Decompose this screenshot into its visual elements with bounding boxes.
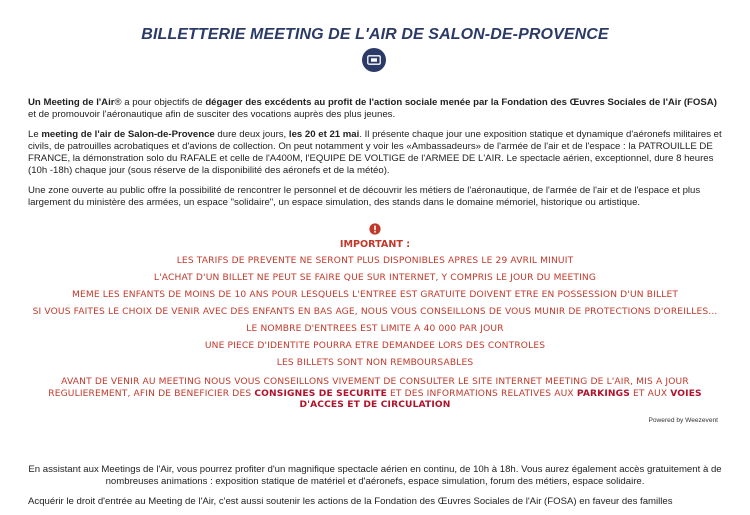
intro-bold: meeting de l'air de Salon-de-Provence bbox=[41, 128, 215, 140]
safety-instructions-link[interactable]: CONSIGNES DE SECURITE bbox=[254, 388, 387, 399]
warning-line: UNE PIECE D'IDENTITE POURRA ETRE DEMANDEE LORS DES CONTROLES bbox=[204, 341, 546, 351]
parkings-link[interactable]: PARKINGS bbox=[576, 388, 630, 399]
warning-final bbox=[28, 377, 722, 412]
intro-text: dure deux jours, bbox=[214, 128, 289, 140]
warning-text: ET AUX bbox=[629, 388, 671, 399]
page-title: BILLETTERIE MEETING DE L'AIR DE SALON-DE-PROVENCE bbox=[141, 26, 609, 43]
powered-by-link[interactable]: Powered by Weezevent bbox=[648, 417, 718, 424]
warning-line: LES TARIFS DE PREVENTE NE SERONT PLUS DISPONIBLES APRES LE 29 AVRIL MINUIT bbox=[176, 256, 574, 266]
outro-section bbox=[28, 464, 722, 515]
intro-text: Le bbox=[28, 128, 42, 140]
ticket-badge bbox=[362, 48, 386, 72]
intro-paragraph-3: Une zone ouverte au public offre la possibilité de rencontrer le personnel et de découvrir les métiers de l'aéronautique, de l'armée de l'air et de l'espace et plus largement du ministère des armées, un espace "solidaire", un espace simulation, des stands dans le domaine mémoriel, historique ou artistique. bbox=[28, 184, 701, 209]
warning-text: AVANT DE VENIR AU MEETING NOUS VOUS CONSEILLONS VIVEMENT DE CONSULTER LE SITE INTERNET MEETING DE L'AIR, MIS A JOUR REGULIEREMENT, AFIN DE BENEFICIER DES bbox=[48, 377, 689, 399]
intro-text: et de promouvoir l'aéronautique afin de susciter des vocations auprès des plus jeunes. bbox=[28, 109, 396, 121]
important-title: IMPORTANT : bbox=[339, 239, 411, 250]
warning-line: MEME LES ENFANTS DE MOINS DE 10 ANS POUR LESQUELS L'ENTREE EST GRATUITE DOIVENT ETRE EN POSSESSION D'UN BILLET bbox=[71, 290, 679, 300]
alert-icon bbox=[369, 223, 381, 235]
intro-paragraph-1 bbox=[28, 97, 722, 122]
outro-paragraph-1: En assistant aux Meetings de l'Air, vous pourrez profiter d'un magnifique spectacle aérien en continu, de 10h à 18h. Vous aurez également accès gratuitement à de nombreuses animations : exposition statique de matériel et d'aéronefs, espace simulation, forum des métiers, espace solidaire. bbox=[28, 464, 722, 488]
outro-paragraph-2: Acquérir le droit d'entrée au Meeting de l'Air, c'est aussi soutenir les actions de la Fondation des Œuvres Sociales de l'Air (FOSA) en faveur des familles bbox=[28, 495, 673, 507]
intro-paragraph-2 bbox=[28, 129, 722, 178]
intro-text: ® a pour objectifs de bbox=[114, 97, 206, 108]
warning-line: L'ACHAT D'UN BILLET NE PEUT SE FAIRE QUE SUR INTERNET, Y COMPRIS LE JOUR DU MEETING bbox=[153, 273, 597, 283]
intro-bold: Un Meeting de l'Air bbox=[28, 97, 115, 108]
intro-section bbox=[28, 97, 722, 216]
warning-line: LES BILLETS SONT NON REMBOURSABLES bbox=[276, 358, 474, 368]
ticket-icon bbox=[367, 55, 381, 65]
intro-text: . Il présente chaque jour une exposition statique et dynamique d'aéronefs militaires et civils, de patrouilles acrobatiques et d'avions de collection. On peut notamment y voir les «Ambassadeurs» de l'armée de l'air et de l'espace : la PATROUILLE DE FRANCE, la démonstration solo du RAFALE et celle de l'A400M, l'EQUIPE DE VOLTIGE de l'ARMEE DE L'AIR. Le spectacle aérien, exceptionnel, dure 8 heures (10h -18h) chaque jour (sous réserve de la disponibilité des aéronefs et de la météo). bbox=[28, 128, 722, 177]
intro-bold: les 20 et 21 mai bbox=[288, 128, 360, 140]
access-routes-link[interactable]: VOIES D'ACCES ET DE CIRCULATION bbox=[299, 388, 702, 410]
warning-line: SI VOUS FAITES LE CHOIX DE VENIR AVEC DES ENFANTS EN BAS AGE, NOUS VOUS CONSEILLONS DE VOUS MUNIR DE PROTECTIONS D'OREILLES... bbox=[32, 307, 718, 317]
important-block bbox=[28, 223, 722, 412]
warning-line: LE NOMBRE D'ENTREES EST LIMITE A 40 000 PAR JOUR bbox=[246, 324, 504, 334]
intro-bold: dégager des excédents au profit de l'action sociale menée par la Fondation des Œuvres Sociales de l'Air (FOSA) bbox=[205, 97, 717, 108]
warning-text: ET DES INFORMATIONS RELATIVES AUX bbox=[386, 388, 577, 399]
